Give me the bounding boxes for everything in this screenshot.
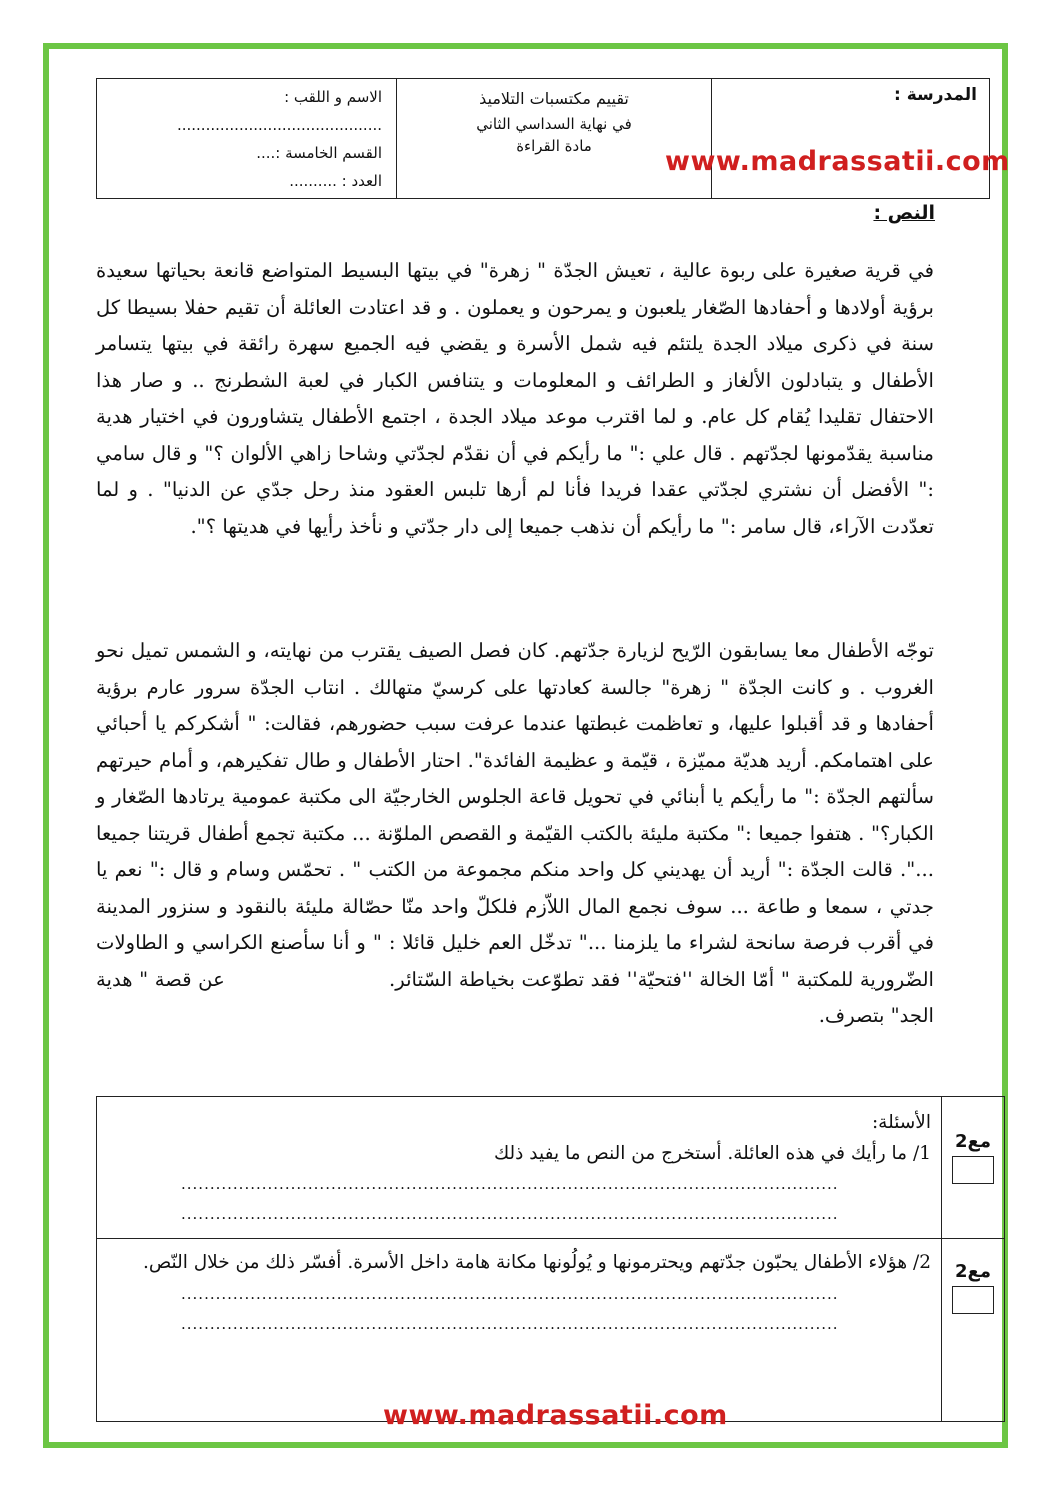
score-label: العدد : .......... bbox=[289, 172, 382, 190]
school-label: المدرسة : bbox=[894, 85, 977, 105]
exam-subject: مادة القراءة bbox=[516, 137, 592, 155]
questions-heading: الأسئلة: bbox=[871, 1112, 931, 1133]
class-label: القسم الخامسة :.... bbox=[256, 144, 382, 162]
criterion-cell-1 bbox=[941, 1097, 1004, 1238]
score-box-1[interactable] bbox=[952, 1156, 994, 1184]
question-row-1 bbox=[97, 1097, 1004, 1239]
question-row-2 bbox=[97, 1239, 1004, 1421]
answer-line-1a[interactable]: .................................................................................................................. bbox=[181, 1175, 839, 1193]
criterion-code-2: مع2 bbox=[955, 1261, 991, 1282]
answer-line-1b[interactable]: .................................................................................................................. bbox=[181, 1205, 839, 1223]
question-2-text: 2/ هؤلاء الأطفال يحبّون جدّتهم ويحترمونها و يُولُونها مكانة هامة داخل الأسرة. أفسّر ذلك من خلال النّص. bbox=[142, 1252, 931, 1273]
text-heading: النص : bbox=[873, 202, 935, 224]
passage-paragraph-1: في قرية صغيرة على ربوة عالية ، تعيش الجدّة " زهرة" في بيتها البسيط المتواضع قانعة بحياتها سعيدة برؤية أولادها و أحفادها الصّغار يلعبون و يمرحون و يعملون . و قد اعتادت العائلة أن تقيم حفلا بسيطا كل سنة في ذكرى ميلاد الجدة يلتئم فيه شمل الأسرة و يقضي فيه الجميع سهرة رائقة في بيتها يتسامر الأطفال و يتبادلون الألغاز و الطرائف و المعلومات و يتنافس الكبار في لعبة الشطرنج .. و صار هذا الاحتفال تقليدا يُقام كل عام. و لما اقترب موعد ميلاد الجدة ، اجتمع الأطفال يتشاورون في اختيار هدية مناسبة يقدّمونها لجدّتهم . قال علي :" ما رأيكم في أن نقدّم لجدّتي وشاحا زاهي الألوان ؟" و قال سامي :" الأفضل أن نشتري لجدّتي عقدا فريدا فأنا لم أرها تلبس العقود منذ رحل جدّي عن الدنيا" . و لما تعدّدت الآراء، قال سامر :" ما رأيكم أن نذهب جميعا إلى دار جدّتي و نأخذ رأيها في هديتها ؟". bbox=[96, 259, 934, 538]
site-watermark-bottom: www.madrassatii.com bbox=[383, 1400, 728, 1431]
criterion-code-1: مع2 bbox=[955, 1131, 991, 1152]
header-table bbox=[96, 78, 990, 199]
passage-paragraph-2-text: توجّه الأطفال معا يسابقون الرّيح لزيارة جدّتهم. كان فصل الصيف يقترب من نهايته، و الشمس تميل نحو الغروب . و كانت الجدّة " زهرة" جالسة كعادتها على كرسيّ متهالك . انتاب الجدّة سرور عارم برؤية أحفادها و قد أقبلوا عليها، و تعاظمت غبطتها عندما عرفت سبب حضورهم، فقالت: " أشكركم يا أحبائي على اهتمامكم. أريد هديّة مميّزة ، قيّمة و عظيمة الفائدة". احتار الأطفال و طال تفكيرهم، و أمام حيرتهم سألتهم الجدّة :" ما رأيكم يا أبنائي في تحويل قاعة الجلوس الخارجيّة الى مكتبة عمومية يرتادها الصّغار و الكبار؟" . هتفوا جميعا :" مكتبة مليئة بالكتب القيّمة و القصص الملوّنة ... مكتبة تجمع أطفال قريتنا جميعا ...". قالت الجدّة :" أريد أن يهديني كل واحد منكم مجموعة من الكتب " . تحمّس وسام و قال :" نعم يا جدتي ، سمعا و طاعة ... سوف نجمع المال اللاّزم فلكلّ واحد منّا حصّالة مليئة بالنقود و سنزور المدينة في أقرب فرصة سانحة لشراء ما يلزمنا ..." تدخّل العم خليل قائلا : " و أنا سأصنع الكراسي و الطاولات الضّرورية للمكتبة " أمّا الخالة ''فتحيّة'' فقد تطوّعت بخياطة السّتائر. bbox=[96, 639, 935, 991]
name-blank: ........................................... bbox=[176, 116, 382, 134]
criterion-cell-2 bbox=[941, 1239, 1004, 1421]
school-cell bbox=[711, 79, 989, 198]
question-body-2 bbox=[105, 1239, 931, 1339]
questions-table bbox=[96, 1096, 1005, 1422]
student-info-cell bbox=[97, 79, 396, 198]
site-watermark-top: www.madrassatii.com bbox=[665, 146, 1010, 177]
passage-source: عن قصة " هدية الجد" بتصرف. bbox=[96, 967, 934, 1027]
question-1-text: 1/ ما رأيك في هذه العائلة. أستخرج من النص ما يفيد ذلك bbox=[493, 1143, 931, 1164]
exam-title: تقييم مكتسبات التلاميذ bbox=[479, 89, 629, 108]
passage-paragraph-2 bbox=[96, 633, 934, 1035]
question-body-1 bbox=[105, 1097, 931, 1229]
answer-line-2b[interactable]: .................................................................................................................. bbox=[181, 1315, 839, 1333]
title-cell bbox=[396, 79, 711, 198]
name-label: الاسم و اللقب : bbox=[284, 88, 382, 106]
exam-period: في نهاية السداسي الثاني bbox=[476, 115, 632, 133]
score-box-2[interactable] bbox=[952, 1286, 994, 1314]
answer-line-2a[interactable]: .................................................................................................................. bbox=[181, 1285, 839, 1303]
